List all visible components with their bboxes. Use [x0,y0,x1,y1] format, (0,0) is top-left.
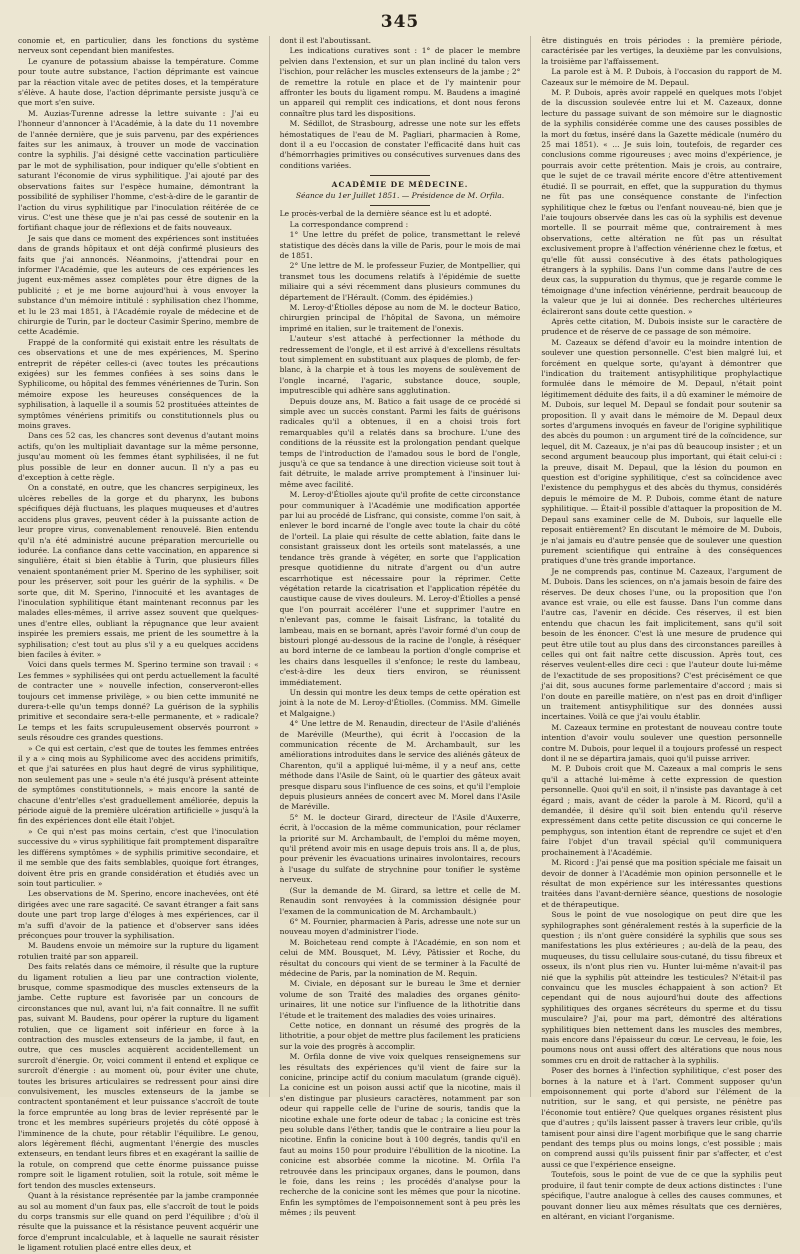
paragraph: 1° Une lettre du préfet de police, transmettant le relevé statistique des décès dans la ville de Paris, pour le mois de mai de 1851. [279,230,521,260]
paragraph: » Ce qui n'est pas moins certain, c'est que l'inoculation successive du » virus syphilitique fait promptement disparaître les différens symptômes » de syphilis primitive secondaire, et il me semble que des faits semblables, quoique fort étranges, doivent être pris en grande considération et étudiés avec un soin tout particulier. » [18,826,259,888]
paragraph: M. Orfila donne de vive voix quelques renseignemens sur les résultats des expériences qu'il vient de faire sur la conicine, principe actif du conium maculatum (grande ciguë). La conicine est un poison aussi actif que la nicotine, mais il s'en distingue par plusieurs caractères, notamment par son odeur qui rappelle celle de l'urine de souris, tandis que la nicotine exhale une forte odeur de tabac ; la conicine est très peu soluble dans l'éther, tandis que le contraire a lieu pour la nicotine. Enfin la conicine bout à 100 degrés, tandis qu'il en faut au moins 150 pour produire l'ébullition de la nicotine. La conicine est absorbée comme la nicotine. M. Orfila l'a retrouvée dans les principaux organes, dans le poumon, dans le foie, dans les reins ; les procédés d'analyse pour la recherche de la conicine sont les mêmes que pour la nicotine. Enfin les symptômes de l'empoisonnement sont à peu près les mêmes ; ils peuvent [279,1052,521,1218]
paragraph: (Sur la demande de M. Girard, sa lettre et celle de M. Renaudin sont renvoyées à la commission désignée pour l'examen de la communication de M. Archambault.) [279,885,521,916]
paragraph: Frappé de la conformité qui existait entre les résultats de ces observations et une de mes expériences, M. Sperino entreprit de répéter celles-ci (avec toutes les précautions exigées) sur les femmes confiées à ses soins dans le Syphilicome, ou hôpital des femmes vénériennes de Turin. Son mémoire expose les heureuses conséquences de la syphilisation, à laquelle il a soumis 52 prostituées atteintes de symptômes vénériens primitifs ou constitutionnels plus ou moins graves. [18,337,259,431]
section-heading: ACADÉMIE DE MÉDECINE. [331,180,469,190]
column-rule [269,36,270,1097]
paragraph: M. Leroy-d'Étiolles ajoute qu'il profite de cette circonstance pour communiquer à l'Académie une modification apportée par lui au procédé de Lisfranc, qui consiste, comme l'on sait, à enlever le bord incarné de l'ongle avec toute la chair du côté de l'orteil. La plaie qui résulte de cette ablation, faite dans le consistant graisseux dont les orteils sont matelassés, a une tendance très grande à végéter, en sorte que l'application presque quotidienne du nitrate d'argent ou d'un autre escarrhotique est nécessaire pour la réprimer. Cette végétation retarde la cicatrisation et l'application répétée du caustique cause de vives douleurs. M. Leroy-d'Étiolles a pensé que l'on pourrait accélérer l'une et supprimer l'autre en n'enlevant pas, comme le faisait Lisfranc, la totalité du lambeau, mais en se bornant, après l'avoir formé d'un coup de bistouri plongé au-dessous de la racine de l'ongle, à réséquer au bord interne de ce lambeau la portion d'ongle comprise et les chairs dans lesquelles il s'enfonce; le reste du lambeau, c'est-à-dire les deux tiers environ, se réunissent immédiatement. [279,490,521,687]
paragraph: Le cyanure de potassium abaisse la température. Comme pour toute autre substance, l'action déprimante est vaincue par la réaction vitale avec de petites doses, et la température s'élève. A haute dose, l'action déprimante persiste jusqu'à ce que mort s'en suive. [18,56,259,108]
paragraph: M. Auzias-Turenne adresse la lettre suivante : J'ai eu l'honneur d'annoncer à l'Académie, à la date du 11 novembre de l'année dernière, que je suis parvenu, par des expériences faites sur les animaux, à trouver un mode de vaccination contre la syphilis. J'ai désigné cette vaccination particulière par le mot de syphilisation, pour indiquer qu'elle s'obtient en saturant l'économie de virus syphilitique. J'ai ajouté par des observations faites sur l'espèce humaine, démontrant la possibilité de syphiliser l'homme, c'est-à-dire de le garantir de l'action du virus syphilitique par l'inoculation réitérée de ce virus. C'est une thèse que je n'ai pas cessé de soutenir en la fortifiant chaque jour de réflexions et de faits nouveaux. [18,108,259,233]
paragraph: Je ne comprends pas, continue M. Cazeaux, l'argument de M. Dubois. Dans les sciences, on n'a jamais besoin de faire des réserves. De deux choses l'une, ou la proposition que l'on avance est vraie, ou elle est fausse. Dans l'un comme dans l'autre cas, l'avenir en décide. Ces réserves, il est bien entendu que chacun les fait implicitement, sans qu'il soit besoin de les énoncer. C'est là une mesure de prudence qui peut être utile tout au plus dans des circonstances pareilles à celles qui ont fait naître cette discussion. Après tout, ces réserves veulent-elles dire ceci : que l'auteur doute lui-même de l'exactitude de ses propositions? C'est précisément ce que j'ai dit, sous aucunes forme parlementaire d'accord ; mais si l'on doute en pareille matière, on n'est pas en droit d'infliger un traitement antisyphilitique sur des données aussi incertaines. Voilà ce que j'ai voulu établir. [541,566,783,722]
paragraph: On a constaté, en outre, que les chancres serpigineux, les ulcères rebelles de la gorge et du pharynx, les bubons spécifiques déjà fluctuans, les plaques muqueuses et d'autres accidens plus graves, peuvent céder à la puissante action de leur propre virus, convenablement renouvelé. Bien entendu qu'il n'a été administré aucune préparation mercurielle ou iodurée. La confiance dans cette vaccination, en apparence si singulière, était si bien établie à Turin, que plusieurs filles venaient spontanément prier M. Sperino de les syphiliser, soit pour les préserver, soit pour les guérir de la syphilis. « De sorte que, dit M. Sperino, l'innocuité et les avantages de l'inoculation syphilitique étant maintenant reconnus par les malades elles-mêmes, il arrive assez souvent que quelques-unes d'entre elles, oubliant la répugnance que leur avaient inspirée les premiers essais, me prient de les soumettre à la syphilisation; c'est tout au plus s'il y a eu quelques accidens bien faciles à éviter. » [18,483,259,659]
paragraph: Quant à la résistance représentée par la jambe cramponnée au sol au moment d'un faux pas, elle s'accroît de tout le poids du corps transmis sur elle quand on perd l'équilibre ; d'où il résulte que la puissance et la résistance peuvent acquérir une force d'emprunt incalculable, et à laquelle ne saurait résister le ligament rotulien placé entre elles deux, et [18,1191,259,1253]
paragraph: Le procès-verbal de la dernière séance est lu et adopté. [279,209,492,219]
paragraph: M. Ricord : J'ai pensé que ma position spéciale me faisait un devoir de donner à l'Académie mon opinion personnelle et le résultat de mon expérience sur les intéressantes questions traitées dans l'avant-dernière séance, questions de nosologie et de thérapeutique. [541,858,783,909]
paragraph: Dans ces 52 cas, les chancres sont devenus d'autant moins actifs, qu'on les multipliait davantage sur la même personne, jusqu'au moment où les femmes étant syphilisées, il ne fut plus possible de leur en donner aucun. Il n'y a pas eu d'exception à cette règle. [18,431,259,483]
paragraph: Toutefois, sous le point de vue de ce que la syphilis peut produire, il faut tenir compte de deux actions distinctes : l'une spécifique, l'autre analogue à celles des causes communes, et pouvant donner lieu aux mêmes résultats que ces dernières, en altérant, en viciant l'organisme. [541,1170,783,1221]
paragraph: M. Sédillot, de Strasbourg, adresse une note sur les effets hémostatiques de l'eau de M. Pagliari, pharmacien à Rome, dont il a eu l'occasion de constater l'efficacité dans huit cas d'hémorrhagies primitives ou consécutives survenues dans des conditions variées. [279,119,521,170]
paragraph: M. Civiale, en déposant sur le bureau le 3me et dernier volume de son Traité des maladies des organes génito-urinaires, lit une notice sur l'influence de la lithotritie dans l'étude et le traitement des maladies des voies urinaires. [279,979,521,1020]
columns [18,36,783,1253]
paragraph: Sous le point de vue nosologique on peut dire que les syphilographes sont généralement restés à la superficie de la question ; ils n'ont guère considéré la syphilis que sous ses manifestations les plus extérieures ; au-delà de la peau, des muqueuses, du tissu cellulaire sous-cutané, du tissu fibreux et osseux, ils n'ont plus rien vu. Hunter lui-même n'avait-il pas nié que la syphilis pût atteindre les testicules? N'était-il pas convaincu que les muscles échappaient à son action? Et cependant qui de nous aujourd'hui doute des affections syphilitiques des organes sécréteurs du sperme et du tissu musculaire? J'ai, pour ma part, démontré des altérations syphilitiques bien nettement dans les muscles des membres, mais encore dans l'épaisseur du cœur. Le cerveau, le foie, les poumons nous ont aussi offert des altérations que nous nous sommes cru en droit de rattacher à la syphilis. [541,910,783,1065]
paragraph: Je sais que dans ce moment des expériences sont instituées dans de grands hôpitaux et ont déjà confirmé plusieurs des faits que j'ai annoncés. Néanmoins, j'attendrai pour en informer l'Académie, que les auteurs de ces expériences les jugent eux-mêmes assez complètes pour être dignes de la publicité ; et je me borne aujourd'hui à vous envoyer la substance d'un mémoire intitulé : syphilisation chez l'homme, et lu le 23 mai 1851, à l'Académie royale de médecine et de chirurgie de Turin, par le docteur Casimir Sperino, membre de cette Académie. [18,233,259,337]
paragraph: M. P. Dubois croit que M. Cazeaux a mal compris le sens qu'il a attaché lui-même à cette expression de question personnelle. Quoi qu'il en soit, il n'insiste pas davantage à cet égard ; mais, avant de céder la parole à M. Ricord, qu'il a demandée, il désire qu'il soit bien entendu qu'il réserve expressément dans cette petite discussion ce qui concerne le pemphygus, son intention étant de reprendre ce sujet et d'en faire l'objet d'un travail spécial qu'il communiquera prochainement à l'Académie. [541,764,783,857]
column-3 [541,36,783,1221]
paragraph: Poser des bornes à l'infection syphilitique, c'est poser des bornes à la nature et à l'art. Comment supposer qu'un empoisonnement qui porte d'abord sur l'élément de la nutrition, sur le sang, et qui persiste, ne pénètre pas l'économie tout entière? Que quelques organes résistent plus que d'autres ; qu'ils laissent passer à travers leur crible, qu'ils tamisent pour ainsi dire l'agent morbifique que le sang charrie pendant des temps plus ou moins longs, c'est possible ; mais on comprend aussi qu'ils puissent finir par s'affecter, et c'est aussi ce que l'expérience enseigne. [541,1066,783,1169]
paragraph: La correspondance comprend : [289,219,409,229]
paragraph: Après cette citation, M. Dubois insiste sur le caractère de prudence et de réserve de ce passage de son mémoire. [541,316,783,337]
column-2 [279,36,521,1218]
paragraph: M. Cazeaux termine en protestant de nouveau contre toute intention d'avoir voulu soulever une question personnelle contre M. Dubois, pour lequel il a toujours professé un respect dont il ne se départira jamais, quoi qu'il puisse arriver. [541,722,783,764]
paragraph: » Ce qui est certain, c'est que de toutes les femmes entrées il y a » cinq mois au Syphilicome avec des accidens primitifs, et que j'ai saturées en plus haut degré de virus syphilitique, non seulement pas une » seule n'a été jusqu'à présent atteinte de symptômes constitutionnels, » mais encore la santé de chacune d'entr'elles s'est graduellement améliorée, depuis la période aiguë de la première ulcération artificielle » jusqu'à la fin des expériences dont elle était l'objet. [18,743,259,826]
section-divider [370,175,430,176]
section-divider [370,205,430,206]
paragraph: M. Leroy-d'Étiolles dépose au nom de M. le docteur Batico, chirurgien principal de l'hôpital de Savona, un mémoire imprimé en italien, sur le traitement de l'onexis. [279,302,521,333]
column-2-top-text [280,36,521,171]
session-line: Séance du 1er Juillet 1851. — Présidence de M. Orfila. [295,191,505,201]
paragraph: M. Baudens envoie un mémoire sur la rupture du ligament rotulien traité par son appareil. [18,941,259,961]
paragraph: M. Cazeaux se défend d'avoir eu la moindre intention de soulever une question personnelle. C'est bien malgré lui, et forcément en quelque sorte, qu'ayant à démontrer que l'indication du traitement antisyphilitique prophylactique formulée dans le mémoire de M. Depaul, n'était point légitimement déduite des faits, il a dû examiner le mémoire de M. Dubois, sur lequel M. Depaul se fondait pour soutenir sa proposition. Il y avait dans le mémoire de M. Depaul deux sortes d'argumens invoqués en faveur de l'origine syphilitique des abcès du poumon : un argument tiré de la coïncidence, sur lequel, dit M. Cazeaux, je n'ai pas dû beaucoup insister ; et un second argument beaucoup plus important, qui était celui-ci : la preuve, disait M. Depaul, que la lésion du poumon en question est d'origine syphilitique, c'est sa coïncidence avec l'existence du pemphygus et des abcès du thymus, considérés depuis le mémoire de M. P. Dubois, comme étant de nature syphilitique. — Était-il possible d'attaquer la proposition de M. Depaul sans examiner celle de M. Dubois, sur laquelle elle reposait entièrement? En discutant le mémoire de M. Dubois, je n'ai jamais eu d'autre pensée que de soulever une question purement scientifique qui entraîne à des conséquences pratiques d'une très grande importance. [541,337,783,566]
paragraph: Voici dans quels termes M. Sperino termine son travail : « Les femmes » syphilisées qui ont perdu actuellement la faculté de contracter une » nouvelle infection, conserveront-elles toujours cet immense privilège, » ou bien cette immunité ne durera-t-elle qu'un temps donné? La guérison de la syphilis primitive et secondaire sera-t-elle permanente, et » radicale? Le temps et les faits scrupuleusement observés pourront » seuls résoudre ces grandes questions. [18,660,259,743]
paragraph: dont il est l'aboutissant. [279,36,371,45]
paragraph: Un dessin qui montre les deux temps de cette opération est joint à la note de M. Leroy-d'Étiolles. (Commiss. MM. Gimelle et Malgaigne.) [279,687,521,718]
paragraph: La parole est à M. P. Dubois, à l'occasion du rapport de M. Cazeaux sur le mémoire de M. Depaul. [541,67,783,87]
paragraph: Depuis douze ans, M. Batico a fait usage de ce procédé si simple avec un succès constant. Parmi les faits de guérisons radicales qu'il a obtenues, il en a choisi trois fort remarquables qu'il a relatés dans sa brochure. L'une des conditions de la réussite est la prolongation pendant quelque temps de l'introduction de l'amadou sous le bord de l'ongle, jusqu'à ce que sa tendance à une direction vicieuse soit tout à fait détruite, le malade arrive promptement à l'insinuer lui-même avec facilité. [279,396,521,489]
page-number: 345 [380,12,420,32]
paragraph: L'auteur s'est attaché à perfectionner la méthode du redressement de l'ongle, et il est arrivé à d'excellens résultats tout simplement en substituant aux plaques de plomb, de fer-blanc, à la charpie et à tous les moyens de soulèvement de l'ongle incarné, l'agaric, substance douce, souple, imputrescible qui adhère sans agglutination. [279,334,521,396]
paragraph: 4° Une lettre de M. Renaudin, directeur de l'Asile d'aliénés de Maréville (Meurthe), qui écrit à l'occasion de la communication récente de M. Archambault, sur les améliorations introduites dans le service des aliénés gâteux de Charenton, qu'il a appliqué lui-même, il y a neuf ans, cette méthode dans l'Asile de Saint, où le quartier des gâteux avait presque disparu sous l'influence de ces soins, et qu'il l'emploie depuis plusieurs années de concert avec M. Morel dans l'Asile de Maréville. [279,719,521,812]
paragraph: Les indications curatives sont : 1° de placer le membre pelvien dans l'extension, et sur un plan incliné du talon vers l'ischion, pour relâcher les muscles extenseurs de la jambe ; 2° de remettre la rotule en place et de l'y maintenir pour affronter les bouts du ligament rompu. M. Baudens a imaginé un appareil qui remplit ces indications, et dont nous ferons connaître plus tard les dispositions. [279,46,521,118]
column-1 [18,36,259,1253]
paragraph: Cette notice, en donnant un résumé des progrès de la lithotritie, a pour objet de mettre plus facilement les praticiens sur la voie des progrès à accomplir. [279,1020,521,1051]
paragraph: conomie et, en particulier, dans les fonctions du système nerveux sont cependant bien manifestes. [18,36,259,56]
paragraph: Des faits relatés dans ce mémoire, il résulte que la rupture du ligament rotulien a lieu par une contraction violente, brusque, comme spasmodique des muscles extenseurs de la jambe. Cette rupture est favorisée par un concours de circonstances que nul, avant lui, n'a fait connaître. Il ne suffit pas, suivant M. Baudens, pour opérer la rupture du ligament rotulien, que ce ligament soit inférieur en force à la contraction des muscles extenseurs de la jambe, il faut, en outre, que ces muscles acquièrent accidentellement un surcroît d'énergie. Or, voici comment il entend et explique ce surcroît d'énergie : au moment où, pour éviter une chute, toutes les brisures articulaires se redressent pour ainsi dire convulsivement, les muscles extenseurs de la jambe se contractent spontanément et leur puissance s'accroît de toute la force empruntée au long bras de levier représenté par le tronc et les membres supérieurs projetés du côté opposé à l'imminence de la chute, pour rétablir l'équilibre. Le genou, alors légèrement fléchi, augmentant l'énergie des muscles extenseurs, en tendant leurs fibres et en exagérant la saillie de la rotule, on comprend que cette énorme puissance puisse rompre soit le ligament rotulien, soit la rotule, soit même le fort tendon des muscles extenseurs. [18,962,259,1190]
paragraph: Les observations de M. Sperino, encore inachevées, ont été dirigées avec une rare sagacité. Ce savant étranger a fait sans doute une part trop large d'éloges à mes expériences, car il m'a suffi d'avoir de la patience et d'observer sans idées préconçues pour trouver la syphilisation. [18,889,259,940]
paragraph: être distingués en trois périodes : la première période, caractérisée par les vertiges, la deuxième par les convulsions, la troisième par l'affaissement. [541,36,783,66]
paragraph: 6° M. Fournier, pharmacien à Paris, adresse une note sur un nouveau moyen d'administrer l'iode. [279,916,521,937]
paragraph: M. Boicheteau rend compte à l'Académie, en son nom et celui de MM. Bousquet, M. Lévy, Pâtissier et Roche, du résultat du concours qui vient de se terminer à la Faculté de médecine de Paris, par la nomination de M. Requin. [279,937,521,978]
column-2-session-text [280,209,521,1218]
column-rule [530,36,531,1097]
paragraph: 5° M. le docteur Girard, directeur de l'Asile d'Auxerre, écrit, à l'occasion de la même communication, pour réclamer la priorité sur M. Archambault, de l'emploi du même moyen, qu'il prétend avoir mis en usage depuis trois ans. Il a, de plus, pour prévenir les évacuations urinaires involontaires, recours à l'usage du sulfate de strychnine pour tonifier le système nerveux. [279,812,521,885]
paragraph: M. P. Dubois, après avoir rappelé en quelques mots l'objet de la discussion soulevée entre lui et M. Cazeaux, donne lecture du passage suivant de son mémoire sur le diagnostic de la syphilis considérée comme une des causes possibles de la mort du fœtus, inséré dans la Gazette médicale (numéro du 25 mai 1851). « ... Je suis loin, toutefois, de regarder ces conclusions comme rigoureuses ; avec moins d'expérience, je pourrais avoir cette prétention. Mais je crois, au contraire, que le sujet de ce travail mérite encore d'être attentivement étudié. Il se pourrait, en effet, que la suppuration du thymus ne fût pas une conséquence constante de l'infection syphilitique chez le fœtus ou l'enfant nouveau-né, bien que je l'aie toujours observée dans les cas où la syphilis est devenue mortelle. Il se pourrait même que, contrairement à mes observations, cette altération ne fût pas un résultat exclusivement propre à l'affection vénérienne chez le fœtus, et qu'elle fût aussi consécutive à des états pathologiques étrangers à la syphilis. Dans l'un comme dans l'autre de ces deux cas, la suppuration du thymus, que je regarde comme le témoignage d'une infection vénérienne, perdrait beaucoup de la valeur que je lui ai donnée. Des recherches ultérieures éclaireront sans doute cette question. » [541,88,783,316]
paragraph: 2° Une lettre de M. le professeur Fuzier, de Montpellier, qui transmet tous les documens relatifs à l'épidémie de suette miliaire qui a sévi récemment dans plusieurs communes du département de l'Hérault. (Comm. des épidémies.) [279,261,521,302]
